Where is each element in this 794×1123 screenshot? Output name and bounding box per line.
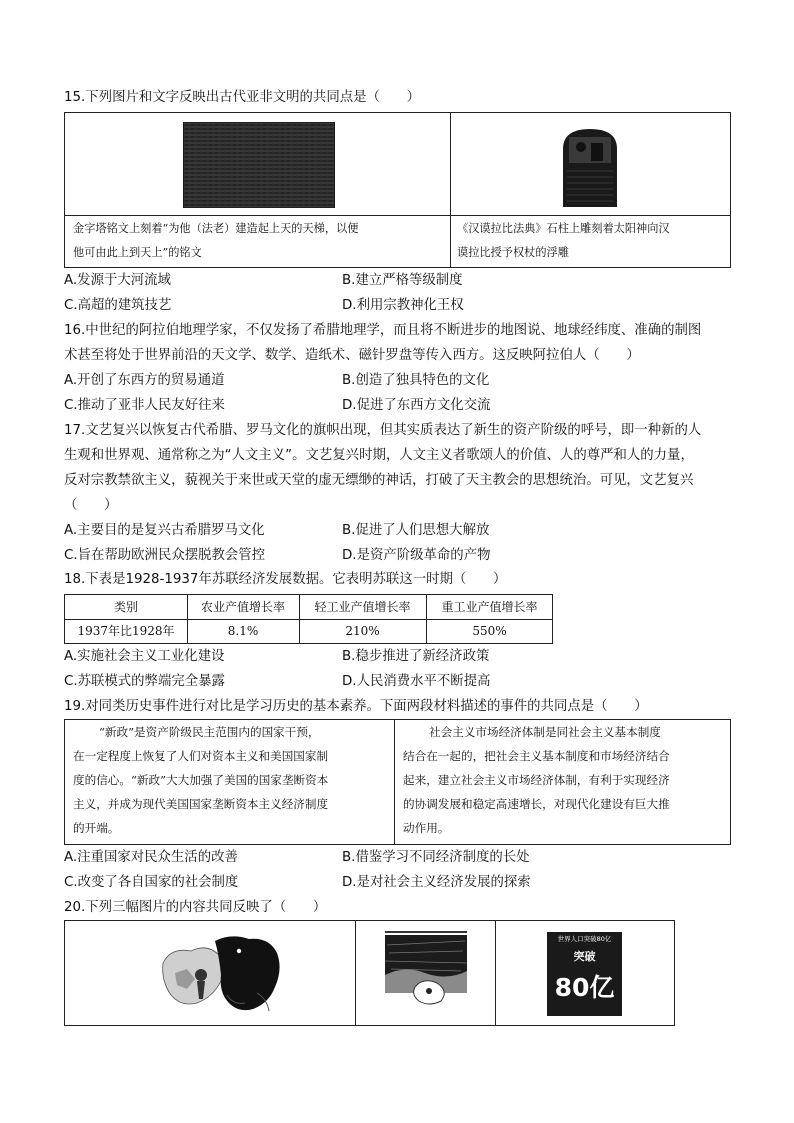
q15-option-b[interactable]: B.建立严格等级制度: [342, 273, 463, 288]
hammurabi-stele-image: [555, 127, 625, 207]
q19-right-line3: 起来，建立社会主义市场经济体制，有利于实现经济: [403, 773, 670, 787]
poster-title: 世界人口突破80亿: [557, 935, 612, 943]
q16-option-d[interactable]: D.促进了东西方文化交流: [342, 398, 491, 413]
q18-option-b[interactable]: B.稳步推进了新经济政策: [342, 649, 490, 664]
q16-option-b[interactable]: B.创造了独具特色的文化: [342, 373, 490, 388]
poster-word: 突破: [573, 950, 596, 963]
q20-image-table: [64, 920, 675, 1026]
q19-right-line1: 社会主义市场经济体制是同社会主义基本制度: [429, 725, 661, 739]
q19-right-line2: 结合在一起的，把社会主义基本制度和市场经济结合: [403, 749, 670, 763]
population-poster: [547, 932, 622, 1016]
pyramid-inscription-image: [183, 122, 335, 208]
table-cell-heavy-industry: 550%: [472, 624, 507, 638]
table-cell-period: 1937年比1928年: [77, 624, 175, 638]
q17-option-d[interactable]: D.是资产阶级革命的产物: [342, 548, 491, 563]
table-header-agriculture: 农业产值增长率: [200, 600, 285, 614]
q16-option-a[interactable]: A.开创了东西方的贸易通道: [64, 373, 225, 388]
q19-option-d[interactable]: D.是对社会主义经济发展的探索: [342, 875, 531, 890]
q18-option-a[interactable]: A.实施社会主义工业化建设: [64, 649, 225, 664]
q19-left-line3: 度的信心。“新政”大大加强了美国的国家垄断资本: [73, 773, 329, 787]
q15-image-table: [64, 112, 731, 268]
q19-option-b[interactable]: B.借鉴学习不同经济制度的长处: [342, 850, 530, 865]
q19-left-line2: 在一定程度上恢复了人们对资本主义和美国国家制: [73, 749, 329, 763]
q17-option-a[interactable]: A.主要目的是复兴古希腊罗马文化: [64, 523, 265, 538]
q18-option-d[interactable]: D.人民消费水平不断提高: [342, 674, 491, 689]
q19-option-c[interactable]: C.改变了各自国家的社会制度: [64, 875, 239, 890]
q17-stem-line3: 反对宗教禁欲主义，藐视关于来世或天堂的虚无缥缈的神话，打破了天主教会的思想统治。可见，文艺复兴: [64, 473, 694, 488]
q19-left-line4: 主义，并成为现代美国国家垄断资本主义经济制度: [73, 797, 329, 811]
table-header-category: 类别: [113, 600, 138, 614]
q15-caption-right-line1: 《汉谟拉比法典》石柱上雕刻着太阳神向汉: [457, 222, 670, 235]
q15-option-a[interactable]: A.发源于大河流域: [64, 273, 171, 288]
dark-landscape-photo-image: [385, 931, 467, 1019]
q19-stem: 19.对同类历史事件进行对比是学习历史的基本素养。下面两段材料描述的事件的共同点是（ ）: [64, 699, 648, 714]
q15-caption-left-line1: 金字塔铭文上刻着“为他（法老）建造起上天的天梯，以便: [73, 222, 359, 235]
q17-option-c[interactable]: C.旨在帮助欧洲民众摆脱教会管控: [64, 548, 266, 563]
q19-option-a[interactable]: A.注重国家对民众生活的改善: [64, 850, 238, 865]
q15-stem: 15.下列图片和文字反映出古代亚非文明的共同点是（ ）: [64, 90, 421, 105]
q17-option-b[interactable]: B.促进了人们思想大解放: [342, 523, 490, 538]
q15-option-d[interactable]: D.利用宗教神化王权: [342, 298, 464, 313]
table-cell-light-industry: 210%: [345, 624, 380, 638]
q19-right-line4: 的协调发展和稳定高速增长，对现代化建设有巨大推: [403, 797, 670, 811]
q17-stem-line4: （ ）: [64, 498, 118, 513]
q15-caption-right-line2: 谟拉比授予权杖的浮雕: [457, 246, 569, 259]
q19-left-line1: “新政”是资产阶级民主范围内的国家干预，: [99, 725, 320, 739]
q16-stem-line1: 16.中世纪的阿拉伯地理学家，不仅发扬了希腊地理学，而且将不断进步的地图说、地球经纬度、准确的制图: [64, 323, 702, 338]
q17-stem-line2: 生观和世界观、通常称之为“人文主义”。文艺复兴时期，人文主义者歌颂人的价值、人的尊严和人的力量，: [64, 448, 694, 463]
table-header-heavy-industry: 重工业产值增长率: [441, 600, 538, 614]
q19-right-line5: 动作用。: [403, 821, 450, 835]
q15-caption-left-line2: 他可由此上到天上”的铭文: [73, 246, 202, 259]
q18-data-table: [64, 594, 553, 644]
q19-left-line5: 的开端。: [73, 821, 120, 835]
q20-stem: 20.下列三幅图片的内容共同反映了（ ）: [64, 900, 327, 915]
q17-stem-line1: 17.文艺复兴以恢复古代希腊、罗马文化的旗帜出现，但其实质表达了新生的资产阶级的呼号，即一种新的人: [64, 423, 702, 438]
table-cell-agriculture: 8.1%: [227, 624, 259, 638]
q18-option-c[interactable]: C.苏联模式的弊端完全暴露: [64, 674, 225, 689]
q16-stem-line2: 术甚至将处于世界前沿的天文学、数学、造纸术、磁针罗盘等传入西方。这反映阿拉伯人（ ）: [64, 348, 640, 363]
q19-material-table: [64, 719, 731, 845]
poster-number: 80亿: [554, 973, 615, 1002]
q18-stem: 18.下表是1928-1937年苏联经济发展数据。它表明苏联这一时期（ ）: [64, 572, 507, 587]
q15-option-c[interactable]: C.高超的建筑技艺: [64, 298, 172, 313]
bear-map-cartoon-image: [157, 933, 285, 1017]
table-header-light-industry: 轻工业产值增长率: [314, 600, 411, 614]
q16-option-c[interactable]: C.推动了亚非人民友好往来: [64, 398, 225, 413]
